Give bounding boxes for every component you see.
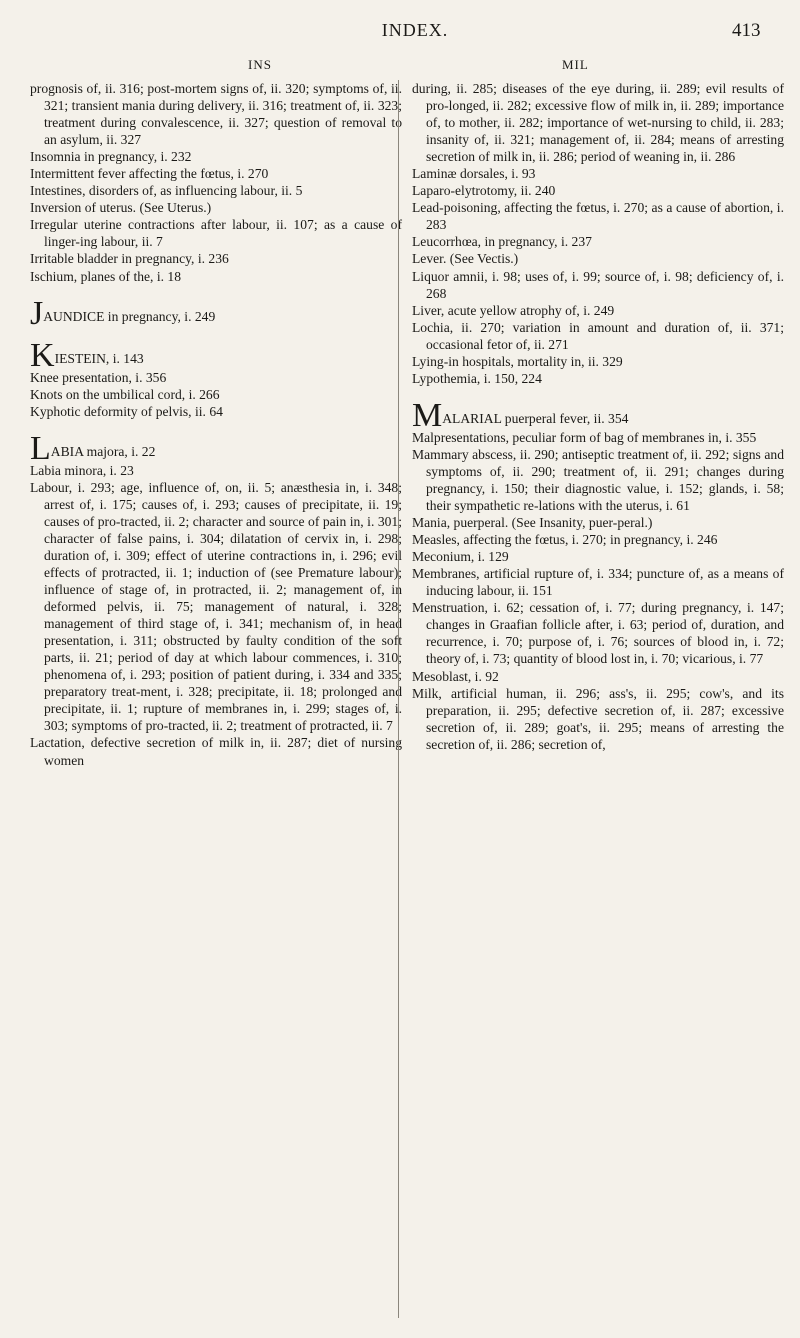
page-number: 413 xyxy=(732,20,761,41)
index-entry: Liquor amnii, i. 98; uses of, i. 99; source of, i. 98; deficiency of, i. 268 xyxy=(412,268,784,301)
drop-initial: L xyxy=(30,429,51,467)
guide-word-right: MIL xyxy=(562,57,589,72)
index-entry: Liver, acute yellow atrophy of, i. 249 xyxy=(412,302,615,318)
index-entry: Leucorrhœa, in pregnancy, i. 237 xyxy=(412,234,592,250)
index-entry: Mammary abscess, ii. 290; antiseptic treatment of, ii. 292; signs and symptoms of, ii. 290; treatment of, ii. 291; changes during pregnancy, i. 150; their diagnostic value, i. 152; glands, i. 58; their sympathetic re-lations with the uterus, i. 61 xyxy=(412,446,784,514)
index-entry xyxy=(30,294,402,332)
index-entry: Knots on the umbilical cord, i. 266 xyxy=(30,386,220,402)
drop-initial: M xyxy=(412,396,443,434)
entry-text: ABIA majora, i. 22 xyxy=(50,443,156,459)
index-entry: during, ii. 285; diseases of the eye during, ii. 289; evil results of pro-longed, ii. 282; excessive flow of milk in, ii. 289; importance of, to mother, ii. 282; importance of wet-nursing to child, ii. 283; insanity of, ii. 321; management of, ii. 284; means of arresting secretion of milk in, ii. 286; period of weaning in, ii. 286 xyxy=(412,81,784,165)
index-entry: Mesoblast, i. 92 xyxy=(412,668,499,684)
index-entry: Irritable bladder in pregnancy, i. 236 xyxy=(30,251,229,267)
index-entry: Measles, affecting the fœtus, i. 270; in pregnancy, i. 246 xyxy=(412,532,718,548)
entry-text: AUNDICE in pregnancy, i. 249 xyxy=(43,308,216,324)
running-title: INDEX. xyxy=(381,20,449,40)
right-column xyxy=(412,80,784,753)
index-entry: Meconium, i. 129 xyxy=(412,549,509,565)
column-divider xyxy=(398,80,399,1318)
index-entry: Intestines, disorders of, as influencing labour, ii. 5 xyxy=(30,183,303,199)
drop-initial: K xyxy=(30,336,55,374)
index-entry: Intermittent fever affecting the fœtus, i. 270 xyxy=(30,166,269,182)
drop-initial: J xyxy=(30,294,44,332)
index-entry: prognosis of, ii. 316; post-mortem signs of, ii. 320; symptoms of, ii. 321; transient mania during delivery, ii. 316; treatment of, ii. 323; treatment during convalescence, ii. 327; question of removal to an asylum, ii. 327 xyxy=(30,81,402,148)
index-entry: Laminæ dorsales, i. 93 xyxy=(412,166,536,182)
index-entry: Inversion of uterus. (See Uterus.) xyxy=(30,200,212,216)
index-entry: Lypothemia, i. 150, 224 xyxy=(412,370,542,386)
index-entry: Irregular uterine contractions after labour, ii. 107; as a cause of linger-ing labour, ii. 7 xyxy=(30,217,402,250)
left-column xyxy=(30,80,402,769)
guide-word-left: INS xyxy=(248,57,272,72)
index-entry: Malpresentations, peculiar form of bag of membranes in, i. 355 xyxy=(412,429,757,445)
index-entry: Lying-in hospitals, mortality in, ii. 329 xyxy=(412,353,623,369)
index-entry: Labour, i. 293; age, influence of, on, ii. 5; anæsthesia in, i. 348; arrest of, i. 175; causes of, i. 293; causes of precipitate, ii. 19; causes of pro-tracted, ii. 2; character and source of pain in, i. 301; character of false pains, i. 304; dilatation of cervix in, i. 298; duration of, i. 309; effect of uterine contractions in, i. 296; evil effects of protracted, ii. 1; induction of (see Premature labour); influence of stage of, in protracted, ii. 2; management of, in deformed pelvis, ii. 75; management of natural, i. 328; management of third stage of, i. 341; mechanism of, in head presentation, i. 311; obstructed by faulty condition of the soft parts, ii. 21; period of day at which labour commences, i. 310; phenomena of, i. 293; position of patient during, i. 334 and 335; preparatory treat-ment, i. 328; precipitate, ii. 18; prolonged and precipitate, ii. 1; rupture of membranes in, i. 299; stages of, i. 303; symptoms of pro-tracted, ii. 2; treatment of protracted, ii. 7 xyxy=(30,479,402,734)
index-entry: Lever. (See Vectis.) xyxy=(412,251,519,267)
index-entry: Laparo-elytrotomy, ii. 240 xyxy=(412,183,556,199)
index-entry: Labia minora, i. 23 xyxy=(30,462,134,478)
index-entry: Lactation, defective secretion of milk in, ii. 287; diet of nursing women xyxy=(30,735,402,768)
index-entry: Milk, artificial human, ii. 296; ass's, ii. 295; cow's, and its preparation, ii. 295; defective secretion of, ii. 287; excessive secretion of, ii. 289; goat's, ii. 295; means of arresting the secretion of, ii. 286; secretion of, xyxy=(412,685,784,752)
index-entry: Ischium, planes of the, i. 18 xyxy=(30,268,182,284)
index-entry xyxy=(30,336,402,374)
entry-text: ALARIAL puerperal fever, ii. 354 xyxy=(442,410,629,426)
entry-text: IESTEIN, i. 143 xyxy=(54,350,144,366)
index-entry: Lead-poisoning, affecting the fœtus, i. 270; as a cause of abortion, i. 283 xyxy=(412,200,784,233)
index-entry: Knee presentation, i. 356 xyxy=(30,369,167,385)
index-entry xyxy=(30,429,402,467)
index-entry xyxy=(412,396,784,434)
index-entry: Menstruation, i. 62; cessation of, i. 77; during pregnancy, i. 147; changes in Graafian follicle after, i. 63; period of, duration, and recurrence, i. 70; purpose of, i. 76; sources of blood in, i. 72; theory of, i. 73; quantity of blood lost in, i. 70; vicarious, i. 77 xyxy=(412,600,784,667)
index-entry: Mania, puerperal. (See Insanity, puer-peral.) xyxy=(412,515,653,531)
index-entry: Membranes, artificial rupture of, i. 334; puncture of, as a means of inducing labour, ii. 151 xyxy=(412,566,784,599)
index-entry: Kyphotic deformity of pelvis, ii. 64 xyxy=(30,403,223,419)
page-header xyxy=(0,20,800,50)
index-entry: Lochia, ii. 270; variation in amount and duration of, ii. 371; occasional fetor of, ii. 271 xyxy=(412,319,784,352)
index-entry: Insomnia in pregnancy, i. 232 xyxy=(30,149,192,165)
